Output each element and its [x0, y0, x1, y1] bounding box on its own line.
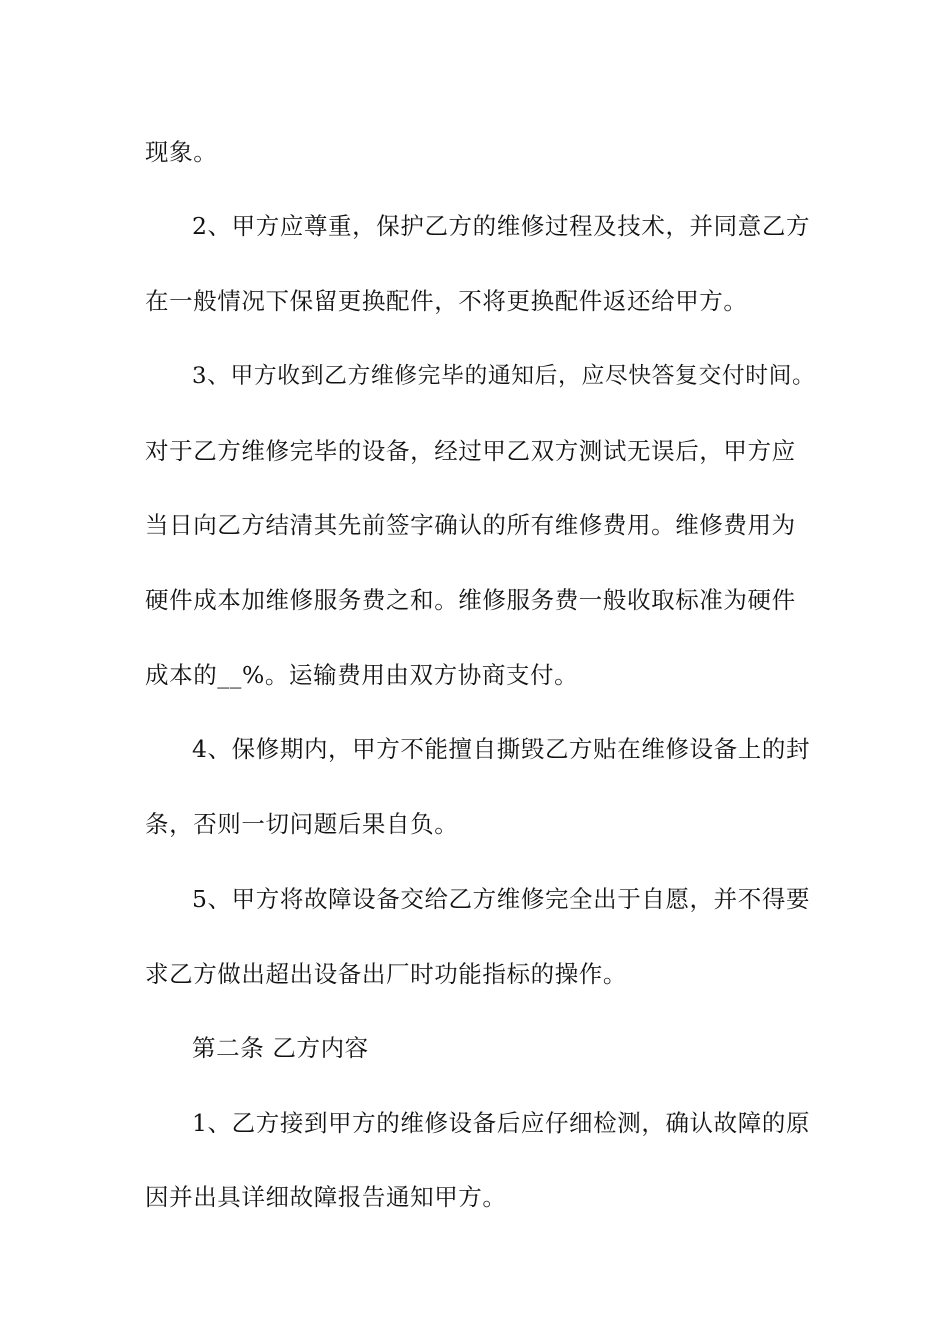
text-line-4: 3、甲方收到乙方维修完毕的通知后，应尽快答复交付时间。: [192, 363, 816, 389]
section-heading: 第二条 乙方内容: [192, 1034, 369, 1062]
text-line-9: 4、保修期内，甲方不能擅自撕毁乙方贴在维修设备上的封: [192, 735, 811, 763]
text-line-7: 硬件成本加维修服务费之和。维修服务费一般收取标准为硬件: [145, 586, 796, 614]
text-line-11: 5、甲方将故障设备交给乙方维修完全出于自愿，并不得要: [192, 885, 811, 913]
text-line-5: 对于乙方维修完毕的设备，经过甲乙双方测试无误后，甲方应: [145, 437, 796, 465]
text-line-6: 当日向乙方结清其先前签字确认的所有维修费用。维修费用为: [145, 511, 796, 539]
text-line-1: 现象。: [145, 138, 218, 166]
text-line-14: 1、乙方接到甲方的维修设备后应仔细检测，确认故障的原: [192, 1109, 811, 1137]
text-line-3: 在一般情况下保留更换配件，不将更换配件返还给甲方。: [145, 287, 748, 315]
text-line-12: 求乙方做出超出设备出厂时功能指标的操作。: [145, 960, 627, 988]
text-line-2: 2、甲方应尊重，保护乙方的维修过程及技术，并同意乙方: [192, 212, 811, 240]
text-line-8: 成本的__%。运输费用由双方协商支付。: [145, 661, 579, 689]
text-line-15: 因并出具详细故障报告通知甲方。: [145, 1183, 507, 1211]
text-line-10: 条，否则一切问题后果自负。: [145, 810, 459, 838]
